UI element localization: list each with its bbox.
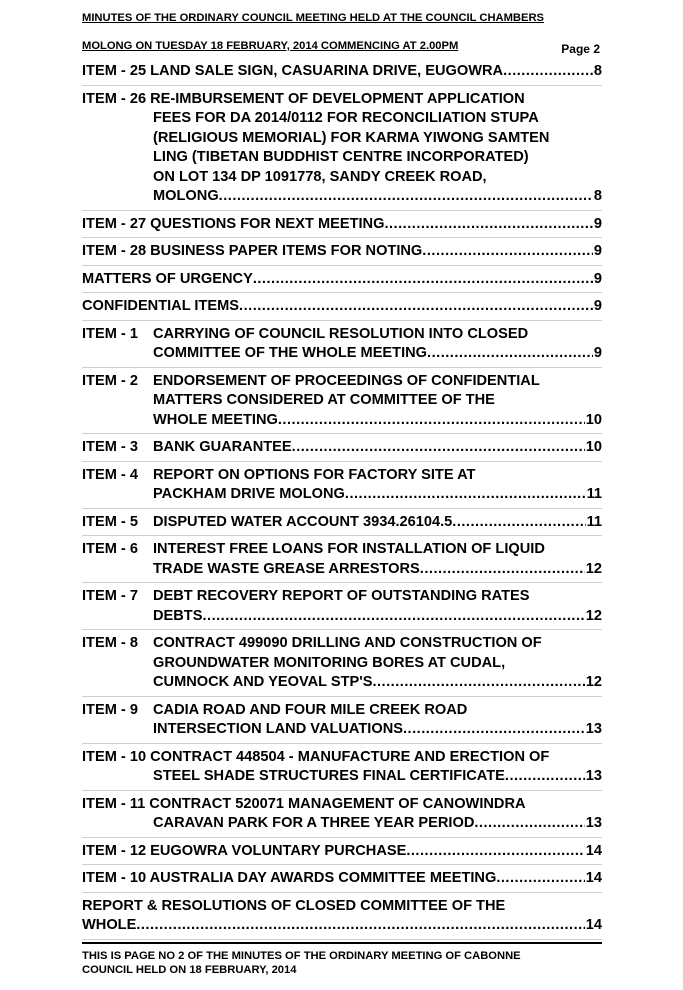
toc-page-number: 9	[593, 298, 602, 314]
toc-page-number: 10	[585, 411, 602, 428]
toc-page-number: 14	[585, 870, 602, 886]
toc-item-text: ON LOT 134 DP 1091778, SANDY CREEK ROAD,	[153, 168, 487, 185]
toc-entry	[82, 701, 602, 744]
toc-item-text: CUMNOCK AND YEOVAL STP'S	[153, 674, 373, 690]
toc-item-text: DEBT RECOVERY REPORT OF OUTSTANDING RATES	[153, 588, 530, 604]
toc-leader-dots	[503, 62, 593, 82]
toc-leader-dots	[505, 767, 585, 787]
toc-page-number: 13	[585, 815, 602, 831]
toc-page-number: 14	[585, 842, 602, 859]
toc-entry	[82, 242, 602, 266]
toc-leader-dots	[420, 560, 585, 580]
toc-item-text: CARRYING OF COUNCIL RESOLUTION INTO CLOSED	[153, 325, 529, 342]
toc-item-text: (RELIGIOUS MEMORIAL) FOR KARMA YIWONG SAMTEN	[153, 129, 550, 146]
toc-entry	[82, 297, 602, 321]
toc-item-text: STEEL SHADE STRUCTURES FINAL CERTIFICATE	[153, 768, 505, 784]
toc-item-text: ITEM - 10 CONTRACT 448504 - MANUFACTURE AND ERECTION OF	[82, 748, 550, 765]
toc-item-label: ITEM - 7	[82, 588, 138, 604]
toc-item-text: WHOLE MEETING	[153, 411, 278, 428]
toc-entry	[82, 795, 602, 838]
toc-page-number: 8	[593, 63, 602, 79]
toc-page-number: 12	[585, 560, 602, 577]
toc-item-text: TRADE WASTE GREASE ARRESTORS	[153, 560, 420, 577]
toc-item-label: ITEM - 8	[82, 635, 138, 651]
header-line-2: MOLONG ON TUESDAY 18 FEBRUARY, 2014 COMMENCING AT 2.00PM	[82, 40, 459, 52]
toc-page-number: 9	[593, 215, 602, 232]
toc-leader-dots	[452, 513, 585, 533]
toc-item-text: CARAVAN PARK FOR A THREE YEAR PERIOD	[153, 815, 475, 831]
footer-line-1: THIS IS PAGE NO 2 OF THE MINUTES OF THE ORDINARY MEETING OF CABONNE	[82, 950, 521, 962]
toc-entry	[82, 90, 602, 211]
toc-entry	[82, 897, 602, 940]
toc-item-label: ITEM - 6	[82, 541, 138, 557]
toc-item-text: REPORT & RESOLUTIONS OF CLOSED COMMITTEE OF THE	[82, 897, 506, 914]
toc-entry	[82, 372, 602, 435]
toc-item-text: ITEM - 26 RE-IMBURSEMENT OF DEVELOPMENT APPLICATION	[82, 90, 525, 107]
toc-leader-dots	[384, 215, 592, 235]
toc-entry	[82, 438, 602, 462]
toc-page-number: 9	[593, 345, 602, 361]
toc-item-text: INTERSECTION LAND VALUATIONS	[153, 721, 403, 737]
toc-item-text: COMMITTEE OF THE WHOLE MEETING	[153, 345, 428, 361]
toc-item-label: ITEM - 3	[82, 439, 138, 455]
toc-page-number: 8	[593, 188, 602, 204]
toc-item-text: INTEREST FREE LOANS FOR INSTALLATION OF LIQUID	[153, 541, 545, 557]
toc-item-text: WHOLE	[82, 917, 137, 933]
toc-leader-dots	[422, 242, 593, 262]
toc-leader-dots	[403, 720, 585, 740]
toc-leader-dots	[474, 814, 584, 834]
footer-line-2: COUNCIL HELD ON 18 FEBRUARY, 2014	[82, 964, 297, 976]
toc-item-text: CONTRACT 499090 DRILLING AND CONSTRUCTION OF	[153, 635, 542, 651]
toc-entry	[82, 325, 602, 368]
toc-leader-dots	[427, 344, 593, 364]
toc-page-number: 12	[585, 674, 602, 690]
toc-entry	[82, 634, 602, 697]
toc-leader-dots	[219, 187, 593, 207]
toc-item-text: DISPUTED WATER ACCOUNT 3934.26104.5	[153, 513, 453, 530]
document-footer	[82, 942, 602, 977]
toc-item-text: ITEM - 25 LAND SALE SIGN, CASUARINA DRIVE, EUGOWRA	[82, 63, 504, 79]
toc-leader-dots	[136, 916, 584, 936]
toc-leader-dots	[239, 297, 593, 317]
toc-page-number: 14	[585, 917, 602, 933]
toc-item-text: CONFIDENTIAL ITEMS	[82, 298, 240, 314]
toc-leader-dots	[292, 438, 585, 458]
toc-item-label: ITEM - 2	[82, 372, 138, 389]
toc-leader-dots	[372, 673, 584, 693]
toc-page-number: 10	[585, 439, 602, 455]
toc-leader-dots	[496, 869, 584, 889]
toc-item-text: ITEM - 11 CONTRACT 520071 MANAGEMENT OF CANOWINDRA	[82, 795, 526, 812]
toc-entry	[82, 748, 602, 791]
toc-item-text: CADIA ROAD AND FOUR MILE CREEK ROAD	[153, 701, 468, 718]
toc-entry	[82, 513, 602, 537]
toc-item-text: BANK GUARANTEE	[153, 439, 292, 455]
toc-item-label: ITEM - 4	[82, 466, 138, 483]
toc-leader-dots	[345, 485, 586, 505]
toc-item-text: MOLONG	[153, 188, 219, 204]
toc-item-text: FEES FOR DA 2014/0112 FOR RECONCILIATION STUPA	[153, 110, 539, 126]
toc-item-text: DEBTS	[153, 607, 203, 624]
toc-page-number: 13	[585, 721, 602, 737]
toc-entry	[82, 215, 602, 239]
toc-page-number: 11	[586, 486, 602, 502]
toc-entry	[82, 540, 602, 583]
toc-page-number: 12	[585, 607, 602, 624]
toc-leader-dots	[202, 607, 584, 627]
toc-page-number: 9	[593, 270, 602, 287]
toc-item-text: ENDORSEMENT OF PROCEEDINGS OF CONFIDENTIAL	[153, 372, 540, 389]
toc-item-text: GROUNDWATER MONITORING BORES AT CUDAL,	[153, 654, 506, 671]
page-number: Page 2	[561, 42, 600, 56]
toc-entry	[82, 842, 602, 866]
toc-page-number: 11	[586, 513, 602, 530]
toc-item-text: MATTERS CONSIDERED AT COMMITTEE OF THE	[153, 392, 495, 408]
toc-item-label: ITEM - 5	[82, 513, 138, 530]
toc-entry	[82, 587, 602, 630]
toc-item-label: ITEM - 1	[82, 325, 138, 342]
toc-item-text: PACKHAM DRIVE MOLONG	[153, 486, 345, 502]
toc-leader-dots	[278, 411, 585, 431]
toc-item-label: ITEM - 9	[82, 701, 138, 718]
toc-item-text: ITEM - 12 EUGOWRA VOLUNTARY PURCHASE	[82, 842, 407, 859]
toc-page-number: 9	[593, 243, 602, 259]
toc-entry	[82, 466, 602, 509]
document-header	[82, 11, 602, 53]
toc-item-text: REPORT ON OPTIONS FOR FACTORY SITE AT	[153, 466, 476, 483]
toc-item-text: ITEM - 27 QUESTIONS FOR NEXT MEETING	[82, 215, 385, 232]
toc-leader-dots	[406, 842, 584, 862]
toc-item-text: MATTERS OF URGENCY	[82, 270, 253, 287]
toc-entry	[82, 869, 602, 893]
table-of-contents	[82, 62, 602, 944]
toc-entry	[82, 270, 602, 294]
toc-item-text: ITEM - 10 AUSTRALIA DAY AWARDS COMMITTEE MEETING	[82, 870, 497, 886]
toc-item-text: ITEM - 28 BUSINESS PAPER ITEMS FOR NOTING	[82, 243, 423, 259]
toc-entry	[82, 62, 602, 86]
toc-item-text: LING (TIBETAN BUDDHIST CENTRE INCORPORATED)	[153, 149, 529, 165]
toc-page-number: 13	[585, 768, 602, 784]
header-line-1: MINUTES OF THE ORDINARY COUNCIL MEETING HELD AT THE COUNCIL CHAMBERS	[82, 12, 545, 24]
toc-leader-dots	[253, 270, 593, 290]
